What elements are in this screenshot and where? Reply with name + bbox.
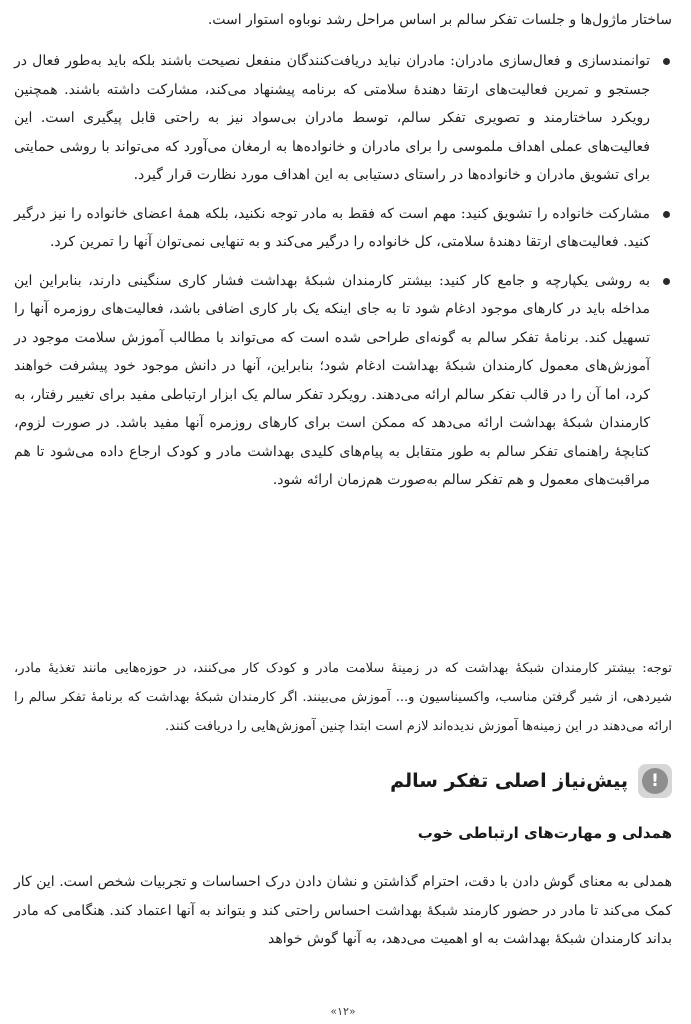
exclamation-icon (638, 764, 672, 798)
bullet-item (14, 47, 672, 190)
page-number: «۱۲» (330, 1005, 356, 1018)
bullet-dot-icon (663, 278, 670, 285)
bullet-text: توانمندسازی و فعال‌سازی مادران: مادران نباید دریافت‌کنندگان منفعل نصیحت باشند بلکه باید به‌طور فعال در جستجو و تمرین فعالیت‌های ارتقا دهندهٔ سلامتی که برنامه پیشنهاد می‌کند، مشارکت داشته باشند. همچنین رویکرد ساختارمند و تصویری تفکر سالم، توسط مادران بی‌سواد نیز به راحتی قابل پیگیری است. این فعالیت‌های عملی اهداف ملموسی را برای مادران و خانواده‌ها به ارمغان می‌آورد که می‌تواند با روشی حمایتی برای تشویق مادران و خانواده‌ها در راستای دستیابی به این اهداف مورد نظارت قرار گیرد. (14, 53, 650, 183)
subheading: همدلی و مهارت‌های ارتباطی خوب (417, 824, 672, 842)
body-paragraph: همدلی به معنای گوش دادن با دقت، احترام گذاشتن و نشان دادن درک احساسات و تجربیات شخص است. این کار کمک می‌کند تا مادر در حضور کارمند شبکهٔ بهداشت احساس راحتی کند و بتواند به آنها اعتماد کند. هنگامی که مادر بداند کارمندان شبکهٔ بهداشت به او اهمیت می‌دهد، به آنها گوش خواهد (14, 874, 672, 947)
bullet-dot-icon (663, 58, 670, 65)
lead-paragraph: ساختار ماژول‌ها و جلسات تفکر سالم بر اساس مراحل رشد نوباوه استوار است. (207, 12, 672, 28)
bullet-dot-icon (663, 211, 670, 218)
bullet-list (14, 47, 672, 505)
bullet-text: مشارکت خانواده را تشویق کنید: مهم است که فقط به مادر توجه نکنید، بلکه همهٔ اعضای خانواده را نیز درگیر کنید. فعالیت‌های ارتقا دهندهٔ سلامتی، کل خانواده را درگیر می‌کند و به تنهایی نمی‌توان آنها را تمرین کرد. (14, 205, 650, 250)
document-page (14, 0, 672, 1024)
bullet-item (14, 267, 672, 495)
section-heading (390, 762, 672, 800)
section-title: پیش‌نیاز اصلی تفکر سالم (390, 770, 628, 792)
bullet-text: به روشی یکپارچه و جامع کار کنید: بیشتر کارمندان شبکهٔ بهداشت فشار کاری سنگینی دارند، بنابراین این مداخله باید در کارهای موجود ادغام شود تا به جای اینکه یک بار کاری اضافی باشد، فعالیت‌های روزمره آنها را تسهیل کند. برنامهٔ تفکر سالم به گونه‌ای طراحی شده است که می‌تواند با مطالب آموزش سلامت موجود در آموزش‌های معمول کارمندان شبکهٔ بهداشت ادغام شود؛ بنابراین، آنها در دانش موجود خود پیشرفت خواهند کرد، اما آن را در قالب تفکر سالم ارائه می‌دهند. رویکرد تفکر سالم یک ابزار ارتباطی مفید برای تغییر رفتار، به کارمندان شبکهٔ بهداشت ارائه می‌دهد که ممکن است برای کارهای روزمره آنها مفید باشد. در صورت لزوم، کتابچهٔ راهنمای تفکر سالم به طور متقابل به پیام‌های کلیدی بهداشت مادر و کودک ارجاع داده می‌شود تا هم مراقبت‌های معمول و هم تفکر سالم به‌صورت هم‌زمان ارائه شود. (14, 272, 650, 488)
bullet-item (14, 200, 672, 257)
exclamation-circle: ! (642, 768, 668, 794)
note-paragraph: توجه: بیشتر کارمندان شبکهٔ بهداشت که در زمینهٔ سلامت مادر و کودک کار می‌کنند، در حوزه‌هایی مانند تغذیهٔ مادر، شیردهی، از شیر گرفتن مناسب، واکسیناسیون و... آموزش می‌بینند. اگر کارمندان شبکهٔ بهداشت که برنامهٔ تفکر سالم را ارائه می‌دهند در این زمینه‌ها آموزش ندیده‌اند لازم است ابتدا چنین آموزش‌هایی را دریافت کنند. (14, 661, 672, 734)
